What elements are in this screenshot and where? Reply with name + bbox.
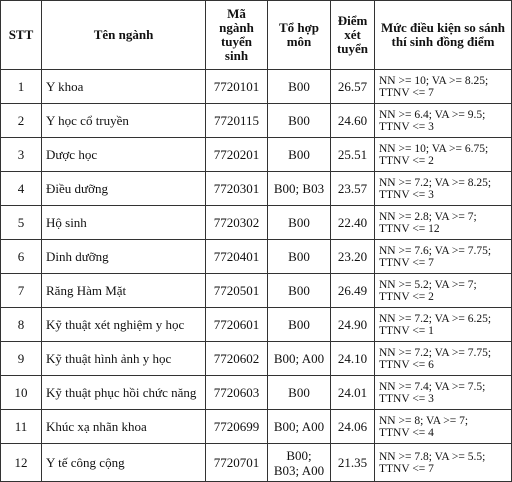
cell-major-code: 7720601 [206,308,268,342]
cell-admission-score: 24.90 [331,308,375,342]
cell-stt: 7 [1,274,42,308]
table-body [1,70,512,482]
cell-stt: 12 [1,444,42,482]
cell-stt: 6 [1,240,42,274]
cell-major-name: Y khoa [42,70,206,104]
cell-admission-score: 23.57 [331,172,375,206]
cell-admission-score: 24.60 [331,104,375,138]
cell-tie-break-conditions: NN >= 7.2; VA >= 8.25; TTNV <= 3 [375,172,512,206]
cell-major-name: Hộ sinh [42,206,206,240]
cell-stt: 5 [1,206,42,240]
table-row [1,172,512,206]
table-row [1,206,512,240]
cell-major-code: 7720401 [206,240,268,274]
cell-subject-combination: B00 [268,70,331,104]
cell-stt: 11 [1,410,42,444]
cell-major-code: 7720301 [206,172,268,206]
cell-tie-break-conditions: NN >= 7.8; VA >= 5.5; TTNV <= 7 [375,444,512,482]
table-row [1,342,512,376]
cell-major-name: Răng Hàm Mặt [42,274,206,308]
cell-tie-break-conditions: NN >= 7.2; VA >= 7.75; TTNV <= 6 [375,342,512,376]
cell-subject-combination: B00; A00 [268,410,331,444]
cell-subject-combination: B00 [268,274,331,308]
cell-subject-combination: B00 [268,206,331,240]
cell-admission-score: 24.10 [331,342,375,376]
cell-major-code: 7720115 [206,104,268,138]
cell-subject-combination: B00 [268,104,331,138]
cell-major-name: Kỹ thuật xét nghiệm y học [42,308,206,342]
cell-subject-combination: B00 [268,240,331,274]
table-row [1,274,512,308]
cell-major-code: 7720201 [206,138,268,172]
table-row [1,444,512,482]
cell-tie-break-conditions: NN >= 7.6; VA >= 7.75; TTNV <= 7 [375,240,512,274]
cell-subject-combination: B00; A00 [268,342,331,376]
cell-tie-break-conditions: NN >= 8; VA >= 7; TTNV <= 4 [375,410,512,444]
table-header-row [1,1,512,70]
cell-admission-score: 25.51 [331,138,375,172]
cell-major-code: 7720101 [206,70,268,104]
cell-admission-score: 23.20 [331,240,375,274]
cell-subject-combination: B00 [268,308,331,342]
header-stt: STT [1,1,42,70]
cell-stt: 8 [1,308,42,342]
cell-major-code: 7720302 [206,206,268,240]
cell-major-name: Kỹ thuật hình ảnh y học [42,342,206,376]
cell-stt: 1 [1,70,42,104]
header-tie-break-conditions: Mức điều kiện so sánh thí sinh đồng điểm [375,1,512,70]
cell-stt: 9 [1,342,42,376]
cell-admission-score: 21.35 [331,444,375,482]
table-row [1,138,512,172]
table-row [1,410,512,444]
cell-admission-score: 24.06 [331,410,375,444]
header-major-code: Mã ngành tuyển sinh [206,1,268,70]
table-row [1,240,512,274]
cell-subject-combination: B00 [268,138,331,172]
cell-subject-combination: B00; B03 [268,172,331,206]
cell-major-name: Khúc xạ nhãn khoa [42,410,206,444]
table-row [1,70,512,104]
cell-stt: 10 [1,376,42,410]
cell-admission-score: 26.49 [331,274,375,308]
header-subject-combination: Tổ hợp môn [268,1,331,70]
cell-major-name: Điều dưỡng [42,172,206,206]
cell-major-name: Dược học [42,138,206,172]
cell-major-code: 7720701 [206,444,268,482]
cell-tie-break-conditions: NN >= 2.8; VA >= 7; TTNV <= 12 [375,206,512,240]
cell-major-code: 7720603 [206,376,268,410]
cell-stt: 2 [1,104,42,138]
cell-tie-break-conditions: NN >= 10; VA >= 6.75; TTNV <= 2 [375,138,512,172]
cell-tie-break-conditions: NN >= 10; VA >= 8.25; TTNV <= 7 [375,70,512,104]
cell-major-code: 7720699 [206,410,268,444]
cell-admission-score: 26.57 [331,70,375,104]
cell-stt: 4 [1,172,42,206]
cell-admission-score: 24.01 [331,376,375,410]
cell-stt: 3 [1,138,42,172]
cell-major-code: 7720602 [206,342,268,376]
cell-major-code: 7720501 [206,274,268,308]
cell-major-name: Y học cổ truyền [42,104,206,138]
table-row [1,104,512,138]
table-row [1,376,512,410]
cell-major-name: Kỹ thuật phục hồi chức năng [42,376,206,410]
cell-tie-break-conditions: NN >= 7.2; VA >= 6.25; TTNV <= 1 [375,308,512,342]
cell-subject-combination: B00; B03; A00 [268,444,331,482]
cell-tie-break-conditions: NN >= 7.4; VA >= 7.5; TTNV <= 3 [375,376,512,410]
header-admission-score: Điểm xét tuyển [331,1,375,70]
cell-major-name: Y tế công cộng [42,444,206,482]
cell-major-name: Dinh dưỡng [42,240,206,274]
cell-admission-score: 22.40 [331,206,375,240]
cell-tie-break-conditions: NN >= 5.2; VA >= 7; TTNV <= 2 [375,274,512,308]
cell-subject-combination: B00 [268,376,331,410]
header-major-name: Tên ngành [42,1,206,70]
cell-tie-break-conditions: NN >= 6.4; VA >= 9.5; TTNV <= 3 [375,104,512,138]
table-row [1,308,512,342]
